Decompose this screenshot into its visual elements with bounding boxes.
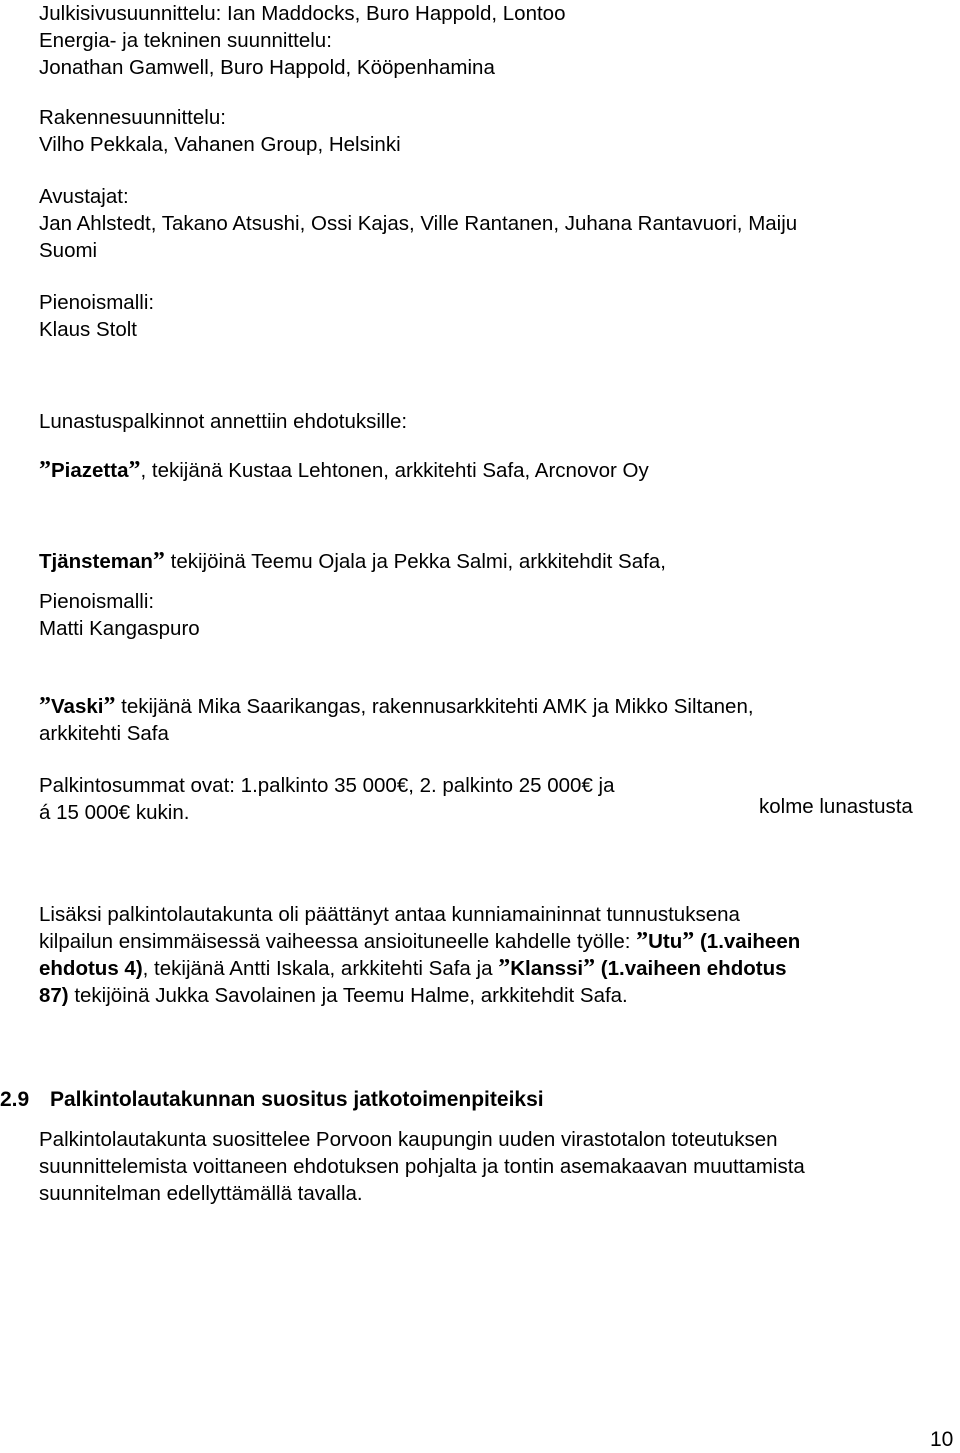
- mentions-line-2: [39, 928, 800, 955]
- mentions-line-3: [39, 955, 787, 982]
- structural-label: Rakennesuunnittelu:: [39, 106, 226, 129]
- quote-mark: ”: [39, 693, 51, 719]
- entry-ref-utu-a: (1.vaiheen: [694, 930, 801, 953]
- structural-value: Vilho Pekkala, Vahanen Group, Helsinki: [39, 133, 401, 156]
- tjansteman-model-label: Pienoismalli:: [39, 590, 155, 613]
- credit-facade-line: Julkisivusuunnittelu: Ian Maddocks, Buro Happold, Lontoo: [39, 2, 566, 25]
- entry-name-utu: Utu: [648, 930, 683, 953]
- section-heading: [0, 1086, 29, 1113]
- section-body-line-2: suunnittelemista voittaneen ehdotuksen pohjalta ja tontin asemakaavan muuttamista: [39, 1155, 805, 1178]
- assistants-line-1: Jan Ahlstedt, Takano Atsushi, Ossi Kajas, Ville Rantanen, Juhana Rantavuori, Maiju: [39, 212, 798, 235]
- mentions-text: tekijöinä Jukka Savolainen ja Teemu Halme, arkkitehdit Safa.: [68, 984, 628, 1007]
- entry-credit-tjansteman: tekijöinä Teemu Ojala ja Pekka Salmi, arkkitehdit Safa,: [164, 550, 666, 573]
- prize-sums-line-1-right: kolme lunastusta: [759, 794, 913, 818]
- quote-mark: ”: [152, 548, 165, 574]
- credit-energy-label: Energia- ja tekninen suunnittelu:: [39, 29, 332, 52]
- entry-name-vaski: Vaski: [51, 695, 104, 718]
- purchase-awards-intro: Lunastuspalkinnot annettiin ehdotuksille:: [39, 410, 408, 433]
- credit-energy-value: Jonathan Gamwell, Buro Happold, Kööpenhamina: [39, 56, 495, 79]
- mentions-text: kilpailun ensimmäisessä vaiheessa ansioituneelle kahdelle työlle:: [39, 930, 637, 953]
- award-tjansteman: [39, 548, 666, 575]
- section-number: 2.9: [0, 1088, 30, 1111]
- quote-mark: ”: [39, 457, 51, 483]
- entry-name-klanssi: Klanssi: [510, 957, 584, 980]
- entry-credit-vaski: tekijänä Mika Saarikangas, rakennusarkkitehti AMK ja Mikko Siltanen,: [115, 695, 754, 718]
- entry-ref-klanssi-b: 87): [39, 984, 69, 1007]
- entry-name-tjansteman: Tjänsteman: [39, 550, 153, 573]
- mentions-text: , tekijänä Antti Iskala, arkkitehti Safa ja: [142, 957, 499, 980]
- page-number: 10: [930, 1428, 954, 1451]
- award-piazetta: [39, 457, 649, 484]
- entry-ref-klanssi-a: (1.vaiheen ehdotus: [595, 957, 787, 980]
- entry-name-piazetta: Piazetta: [51, 459, 129, 482]
- entry-credit-piazetta: , tekijänä Kustaa Lehtonen, arkkitehti Safa, Arcnovor Oy: [140, 459, 649, 482]
- prize-sums-line-2: á 15 000€ kukin.: [39, 801, 190, 824]
- quote-mark: ”: [583, 955, 596, 981]
- mentions-line-4: [39, 982, 628, 1009]
- prize-sums-line-1: Palkintosummat ovat: 1.palkinto 35 000€, 2. palkinto 25 000€ ja: [39, 774, 615, 797]
- vaski-credit-line-2: arkkitehti Safa: [39, 722, 169, 745]
- section-body-line-3: suunnitelman edellyttämällä tavalla.: [39, 1182, 363, 1205]
- quote-mark: ”: [498, 955, 511, 981]
- assistants-line-2: Suomi: [39, 239, 98, 262]
- quote-mark: ”: [636, 928, 649, 954]
- tjansteman-model-value: Matti Kangaspuro: [39, 617, 200, 640]
- quote-mark: ”: [103, 693, 116, 719]
- quote-mark: ”: [128, 457, 141, 483]
- entry-ref-utu-b: ehdotus 4): [39, 957, 143, 980]
- quote-mark: ”: [682, 928, 695, 954]
- mentions-line-1: Lisäksi palkintolautakunta oli päättänyt antaa kunniamaininnat tunnustuksena: [39, 903, 740, 926]
- award-vaski: [39, 693, 754, 720]
- assistants-label: Avustajat:: [39, 185, 129, 208]
- section-title: Palkintolautakunnan suositus jatkotoimenpiteiksi: [50, 1088, 544, 1111]
- model-label: Pienoismalli:: [39, 291, 155, 314]
- model-value: Klaus Stolt: [39, 318, 137, 341]
- section-body-line-1: Palkintolautakunta suosittelee Porvoon kaupungin uuden virastotalon toteutuksen: [39, 1128, 778, 1151]
